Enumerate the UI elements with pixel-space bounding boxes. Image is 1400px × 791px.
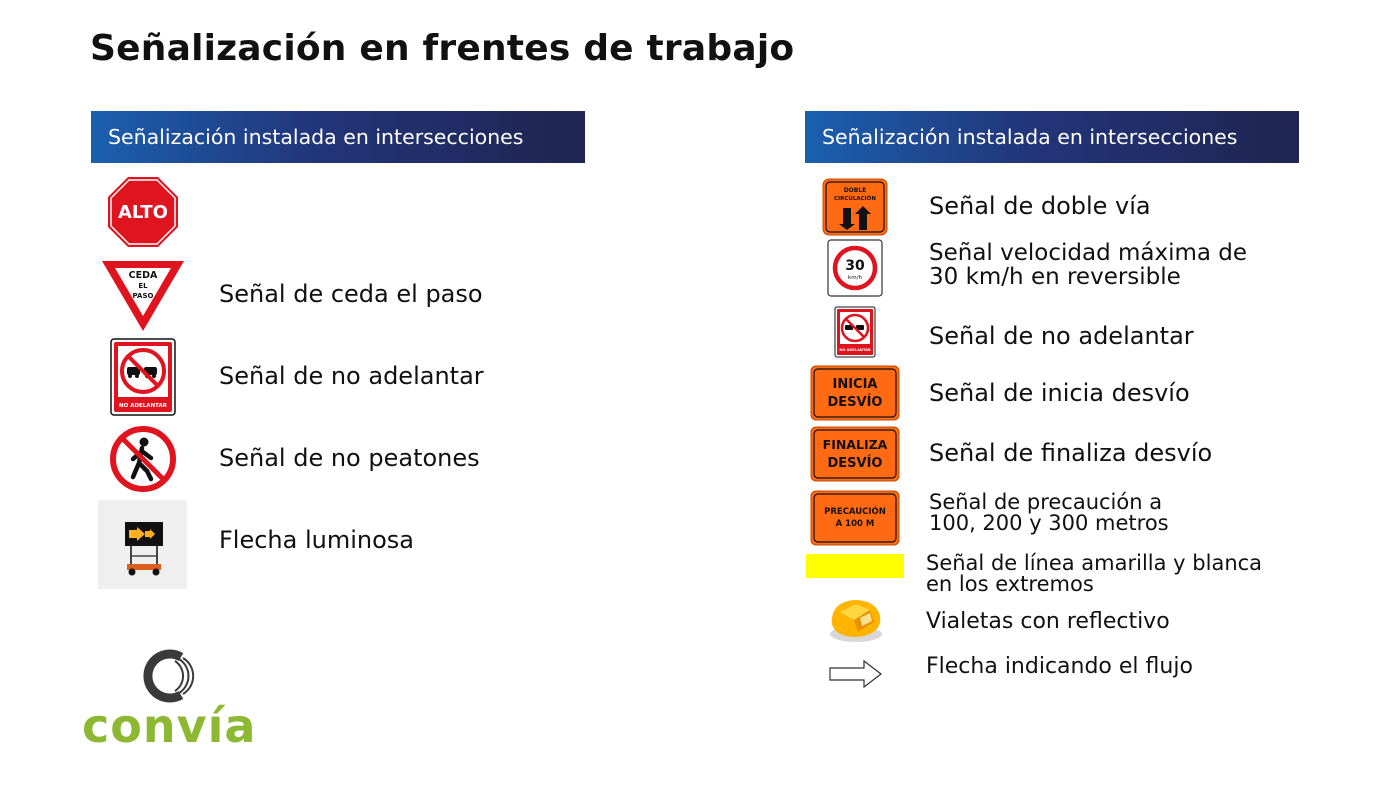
no-overtaking-sign-icon [110,338,176,416]
speed-sign-number: 30 [845,258,865,274]
label-precaucion-line-1: Señal de precaución a [929,490,1163,514]
label-flecha-flujo: Flecha indicando el flujo [926,654,1193,679]
label-precaucion [929,492,1169,534]
label-doble-via: Señal de doble vía [929,192,1151,220]
page-title: Señalización en frentes de trabajo [90,28,795,69]
label-finaliza-desvio: Señal de finaliza desvío [929,439,1213,467]
label-no-adelantar-right: Señal de no adelantar [929,322,1194,350]
speed-sign-unit: km/h [848,275,862,281]
no-overtaking-small-text: NO ADELANTAR [839,348,871,352]
yield-sign-text-2: EL [138,282,148,290]
arrow-board-icon [98,500,187,589]
caution-sign-text-2: A 100 M [835,519,875,529]
caution-sign-icon [810,490,900,546]
convia-logo-text: convía [82,699,257,753]
detour-start-text-2: DESVÍO [827,395,883,410]
flow-arrow-icon [829,659,883,689]
label-inicia-desvio: Señal de inicia desvío [929,379,1190,407]
two-way-sign-text-1: DOBLE [843,187,867,194]
no-overtaking-sign-icon [834,306,876,358]
no-pedestrians-sign-icon [109,425,177,493]
detour-start-sign-icon [810,365,900,421]
label-ceda-el-paso: Señal de ceda el paso [219,280,483,308]
yellow-line-swatch-icon [806,554,904,578]
label-vialetas: Vialetas con reflectivo [926,609,1170,634]
right-section-header: Señalización instalada en intersecciones [805,111,1299,163]
label-linea-amarilla [926,553,1262,595]
two-way-sign-text-2: CIRCULACIÓN [834,196,876,202]
speed-limit-sign-icon [827,239,883,297]
yield-sign-text-1: CEDA [128,270,158,281]
no-overtaking-sign-text: NO ADELANTAR [119,403,167,409]
convia-logo-mark-icon [139,647,199,705]
yield-sign-text-3: PASO [132,292,154,300]
label-velocidad-line-2: 30 km/h en reversible [929,264,1181,290]
stop-sign-text: ALTO [117,202,169,223]
detour-end-sign-icon [810,426,900,482]
detour-end-text-2: DESVÍO [827,456,883,471]
label-no-adelantar-left: Señal de no adelantar [219,362,484,390]
detour-start-text-1: INICIA [832,377,878,392]
caution-sign-text-1: PRECAUCIÓN [824,507,886,517]
label-linea-line-2: en los extremos [926,572,1094,596]
label-precaucion-line-2: 100, 200 y 300 metros [929,511,1169,535]
yield-sign-icon [100,258,186,334]
left-section-header: Señalización instalada en intersecciones [91,111,585,163]
label-velocidad-maxima [929,241,1247,289]
label-velocidad-line-1: Señal velocidad máxima de [929,240,1248,266]
detour-end-text-1: FINALIZA [822,437,888,452]
label-no-peatones: Señal de no peatones [219,444,480,472]
label-flecha-luminosa: Flecha luminosa [219,526,415,554]
stop-sign-icon [103,172,183,252]
two-way-traffic-sign-icon [822,178,888,236]
road-stud-icon [826,594,884,644]
label-linea-line-1: Señal de línea amarilla y blanca [926,551,1263,575]
